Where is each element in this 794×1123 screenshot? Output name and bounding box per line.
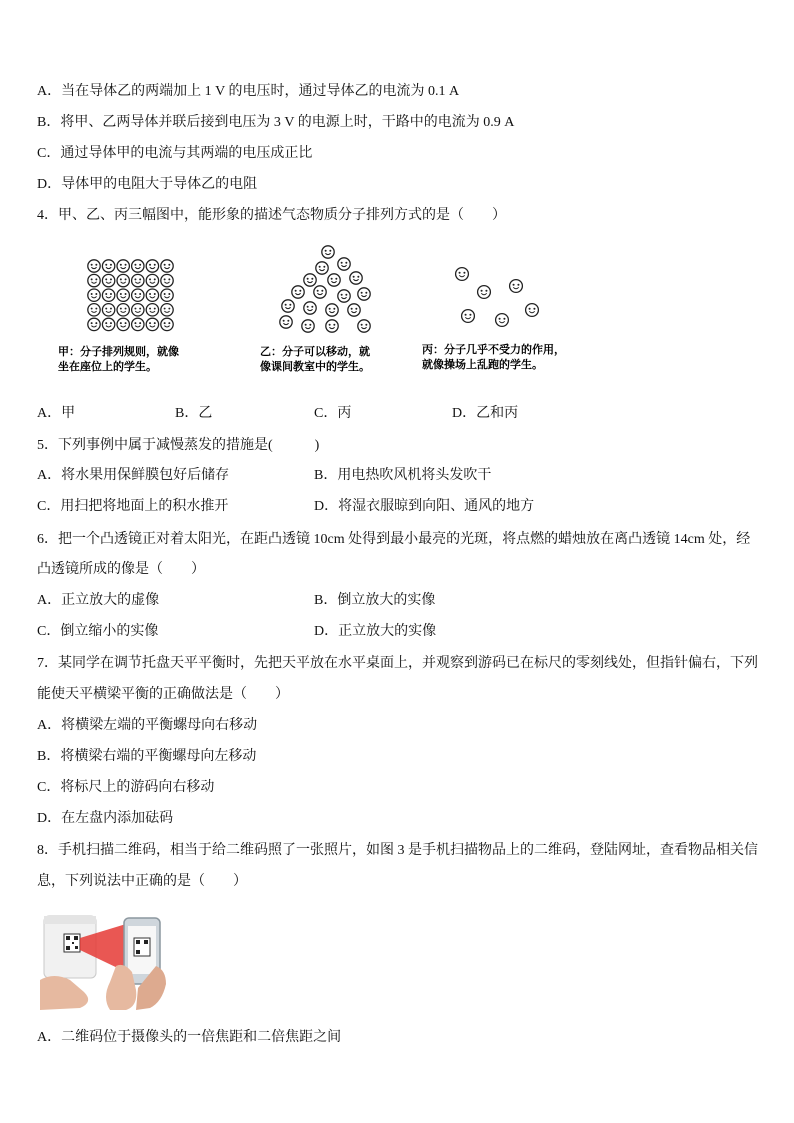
molecule-icon: [132, 260, 144, 272]
q8-option-a: A．二维码位于摄像头的一倍焦距和二倍焦距之间: [37, 1030, 342, 1045]
molecule-icon: [132, 274, 144, 286]
molecule-icon: [282, 300, 294, 312]
molecule-icon: [146, 274, 158, 286]
q3-option-a: A．当在导体乙的两端加上 1 V 的电压时，通过导体乙的电流为 0.1 A: [37, 84, 460, 99]
molecule-icon: [326, 304, 338, 316]
q5-option-d: D．将湿衣服晾到向阳、通风的地方: [314, 499, 535, 514]
molecule-icon: [304, 274, 316, 286]
figure-jia-caption-line1: 甲：分子排列规则，就像: [58, 345, 179, 358]
molecule-icon: [146, 304, 158, 316]
molecule-icon: [322, 246, 334, 258]
figure-bing-molecules-sparse: [452, 262, 548, 334]
molecule-icon: [358, 320, 370, 332]
figure-yi-caption-line2: 像课间教室中的学生。: [260, 360, 370, 373]
molecule-icon: [117, 318, 129, 330]
molecule-icon: [161, 274, 173, 286]
molecule-icon: [348, 304, 360, 316]
figure-yi-caption-line1: 乙：分子可以移动，就: [260, 345, 370, 358]
molecule-icon: [526, 304, 539, 317]
molecule-icon: [132, 304, 144, 316]
figure-jia-caption-line2: 坐在座位上的学生。: [58, 360, 157, 373]
molecule-icon: [328, 274, 340, 286]
molecule-icon: [102, 260, 114, 272]
q3-option-c: C．通过导体甲的电流与其两端的电压成正比: [37, 146, 313, 161]
figure-bing-caption-line1: 丙：分子几乎不受力的作用，: [422, 343, 565, 356]
molecule-icon: [338, 258, 350, 270]
molecule-icon: [88, 318, 100, 330]
q8-stem: 8．手机扫描二维码，相当于给二维码照了一张照片，如图 3 是手机扫描物品上的二维码，登陆网址，查看物品相关信: [37, 843, 758, 858]
molecule-icon: [117, 260, 129, 272]
q7-option-c: C．将标尺上的游码向右移动: [37, 780, 215, 795]
q5-option-c: C．用扫把将地面上的积水推开: [37, 499, 229, 514]
q5-stem: 5．下列事例中属于减慢蒸发的措施是( ): [37, 438, 320, 453]
molecule-icon: [132, 318, 144, 330]
molecule-icon: [314, 286, 326, 298]
figure-yi-caption: [260, 344, 370, 374]
molecule-icon: [88, 260, 100, 272]
molecule-icon: [302, 320, 314, 332]
q5-option-b: B．用电热吹风机将头发吹干: [314, 468, 492, 483]
figure-bing-caption: [422, 342, 565, 372]
molecule-icon: [117, 289, 129, 301]
q7-option-a: A．将横梁左端的平衡螺母向右移动: [37, 718, 258, 733]
molecule-icon: [117, 274, 129, 286]
q3-option-b: B．将甲、乙两导体并联后接到电压为 3 V 的电源上时，干路中的电流为 0.9 A: [37, 115, 515, 130]
q7-stem: 7．某同学在调节托盘天平平衡时，先把天平放在水平桌面上，并观察到游码已在标尺的零刻线处，但指针偏右，下列: [37, 656, 758, 671]
q6-stem: 6．把一个凸透镜正对着太阳光，在距凸透镜 10cm 处得到最小最亮的光斑，将点燃的蜡烛放在离凸透镜 14cm 处，经: [37, 532, 751, 547]
molecule-icon: [102, 274, 114, 286]
q4-option-a: A．甲: [37, 406, 76, 421]
q7-option-b: B．将横梁右端的平衡螺母向左移动: [37, 749, 257, 764]
figure-jia-molecules-grid: [86, 258, 176, 334]
molecule-icon: [326, 320, 338, 332]
q6-option-a: A．正立放大的虚像: [37, 593, 160, 608]
q4-option-c: C．丙: [314, 406, 352, 421]
figure-jia-caption: [58, 344, 179, 374]
molecule-icon: [350, 272, 362, 284]
q4-option-d: D．乙和丙: [452, 406, 519, 421]
molecule-icon: [146, 318, 158, 330]
molecule-icon: [88, 304, 100, 316]
molecule-icon: [161, 318, 173, 330]
molecule-icon: [280, 316, 292, 328]
molecule-icon: [462, 310, 475, 323]
molecule-icon: [88, 274, 100, 286]
q6-stem-cont: 凸透镜所成的像是（ ）: [37, 562, 205, 577]
molecule-icon: [146, 260, 158, 272]
molecule-icon: [161, 289, 173, 301]
molecule-icon: [146, 289, 158, 301]
q8-stem-cont: 息，下列说法中正确的是（ ）: [37, 874, 247, 889]
q4-stem: 4．甲、乙、丙三幅图中，能形象的描述气态物质分子排列方式的是（ ）: [37, 208, 506, 223]
molecule-icon: [478, 286, 491, 299]
molecule-icon: [510, 280, 523, 293]
molecule-icon: [316, 262, 328, 274]
molecule-icon: [358, 288, 370, 300]
phone-scanning-qr-image: [40, 910, 170, 1010]
molecule-icon: [161, 304, 173, 316]
q6-option-c: C．倒立缩小的实像: [37, 624, 159, 639]
q6-option-b: B．倒立放大的实像: [314, 593, 436, 608]
molecule-icon: [88, 289, 100, 301]
figure-bing-caption-line2: 就像操场上乱跑的学生。: [422, 358, 543, 371]
molecule-icon: [132, 289, 144, 301]
figure-yi-molecules-loose: [276, 244, 380, 338]
molecule-icon: [102, 318, 114, 330]
molecule-icon: [117, 304, 129, 316]
q7-option-d: D．在左盘内添加砝码: [37, 811, 174, 826]
molecule-icon: [161, 260, 173, 272]
molecule-icon: [102, 289, 114, 301]
molecule-icon: [102, 304, 114, 316]
q5-option-a: A．将水果用保鲜膜包好后储存: [37, 468, 230, 483]
molecule-icon: [338, 290, 350, 302]
molecule-icon: [304, 302, 316, 314]
molecule-icon: [456, 268, 469, 281]
q7-stem-cont: 能使天平横梁平衡的正确做法是（ ）: [37, 687, 289, 702]
q6-option-d: D．正立放大的实像: [314, 624, 437, 639]
molecule-icon: [496, 314, 509, 327]
q4-option-b: B．乙: [175, 406, 213, 421]
q3-option-d: D．导体甲的电阻大于导体乙的电阻: [37, 177, 258, 192]
molecule-icon: [292, 286, 304, 298]
